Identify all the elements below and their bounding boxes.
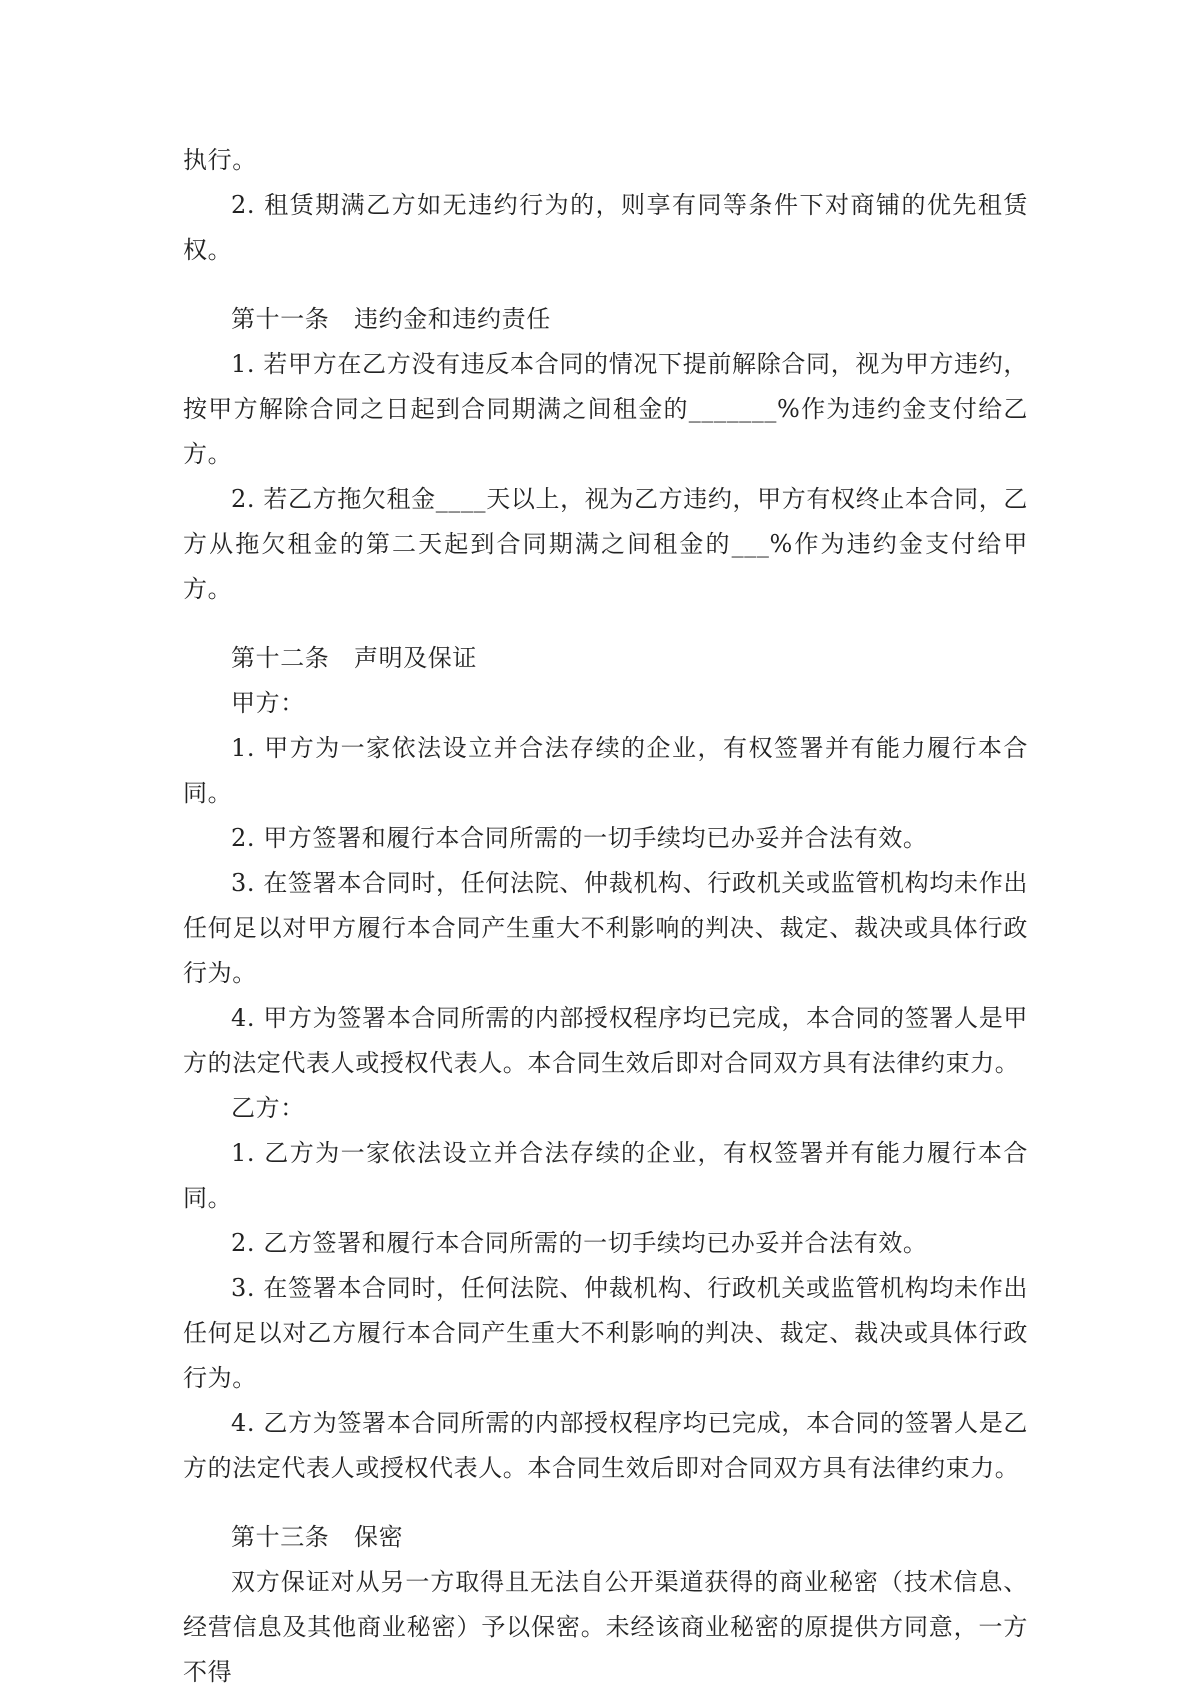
party-a-item-4: 4. 甲方为签署本合同所需的内部授权程序均已完成，本合同的签署人是甲方的法定代表人或授权代表人。本合同生效后即对合同双方具有法律约束力。: [183, 1004, 1028, 1077]
article11-heading: 第十一条 违约金和违约责任: [231, 305, 551, 333]
party-b-item-3: 3. 在签署本合同时，任何法院、仲裁机构、行政机关或监管机构均未作出任何足以对乙方履行本合同产生重大不利影响的判决、裁定、裁决或具体行政行为。: [183, 1274, 1028, 1392]
party-b-item-1: 1. 乙方为一家依法设立并合法存续的企业，有权签署并有能力履行本合同。: [183, 1139, 1028, 1212]
party-b-item-2: 2. 乙方签署和履行本合同所需的一切手续均已办妥并合法有效。: [231, 1229, 928, 1257]
article11-item-2: 2. 若乙方拖欠租金____天以上，视为乙方违约，甲方有权终止本合同，乙方从拖欠租金的第二天起到合同期满之间租金的___%作为违约金支付给甲方。: [183, 485, 1028, 603]
document-page: [183, 138, 1028, 1695]
continuation-text: 执行。: [183, 146, 257, 174]
article13-body: 双方保证对从另一方取得且无法自公开渠道获得的商业秘密（技术信息、经营信息及其他商业秘密）予以保密。未经该商业秘密的原提供方同意，一方不得: [183, 1568, 1028, 1686]
article-12: [183, 636, 1028, 1491]
party-a-label: 甲方：: [231, 689, 305, 717]
party-b-item-4: 4. 乙方为签署本合同所需的内部授权程序均已完成，本合同的签署人是乙方的法定代表人或授权代表人。本合同生效后即对合同双方具有法律约束力。: [183, 1409, 1028, 1482]
article13-heading: 第十三条 保密: [231, 1523, 404, 1551]
article-13: [183, 1515, 1028, 1695]
article10-item-2: 2. 租赁期满乙方如无违约行为的，则享有同等条件下对商铺的优先租赁权。: [183, 191, 1028, 264]
party-a-item-2: 2. 甲方签署和履行本合同所需的一切手续均已办妥并合法有效。: [231, 824, 928, 852]
party-a-item-1: 1. 甲方为一家依法设立并合法存续的企业，有权签署并有能力履行本合同。: [183, 734, 1028, 807]
article11-item-1: 1. 若甲方在乙方没有违反本合同的情况下提前解除合同，视为甲方违约，按甲方解除合同之日起到合同期满之间租金的_______%作为违约金支付给乙方。: [183, 350, 1028, 468]
article-11: [183, 297, 1028, 612]
article12-heading: 第十二条 声明及保证: [231, 644, 477, 672]
party-b-label: 乙方：: [231, 1094, 305, 1122]
party-a-item-3: 3. 在签署本合同时，任何法院、仲裁机构、行政机关或监管机构均未作出任何足以对甲方履行本合同产生重大不利影响的判决、裁定、裁决或具体行政行为。: [183, 869, 1028, 987]
